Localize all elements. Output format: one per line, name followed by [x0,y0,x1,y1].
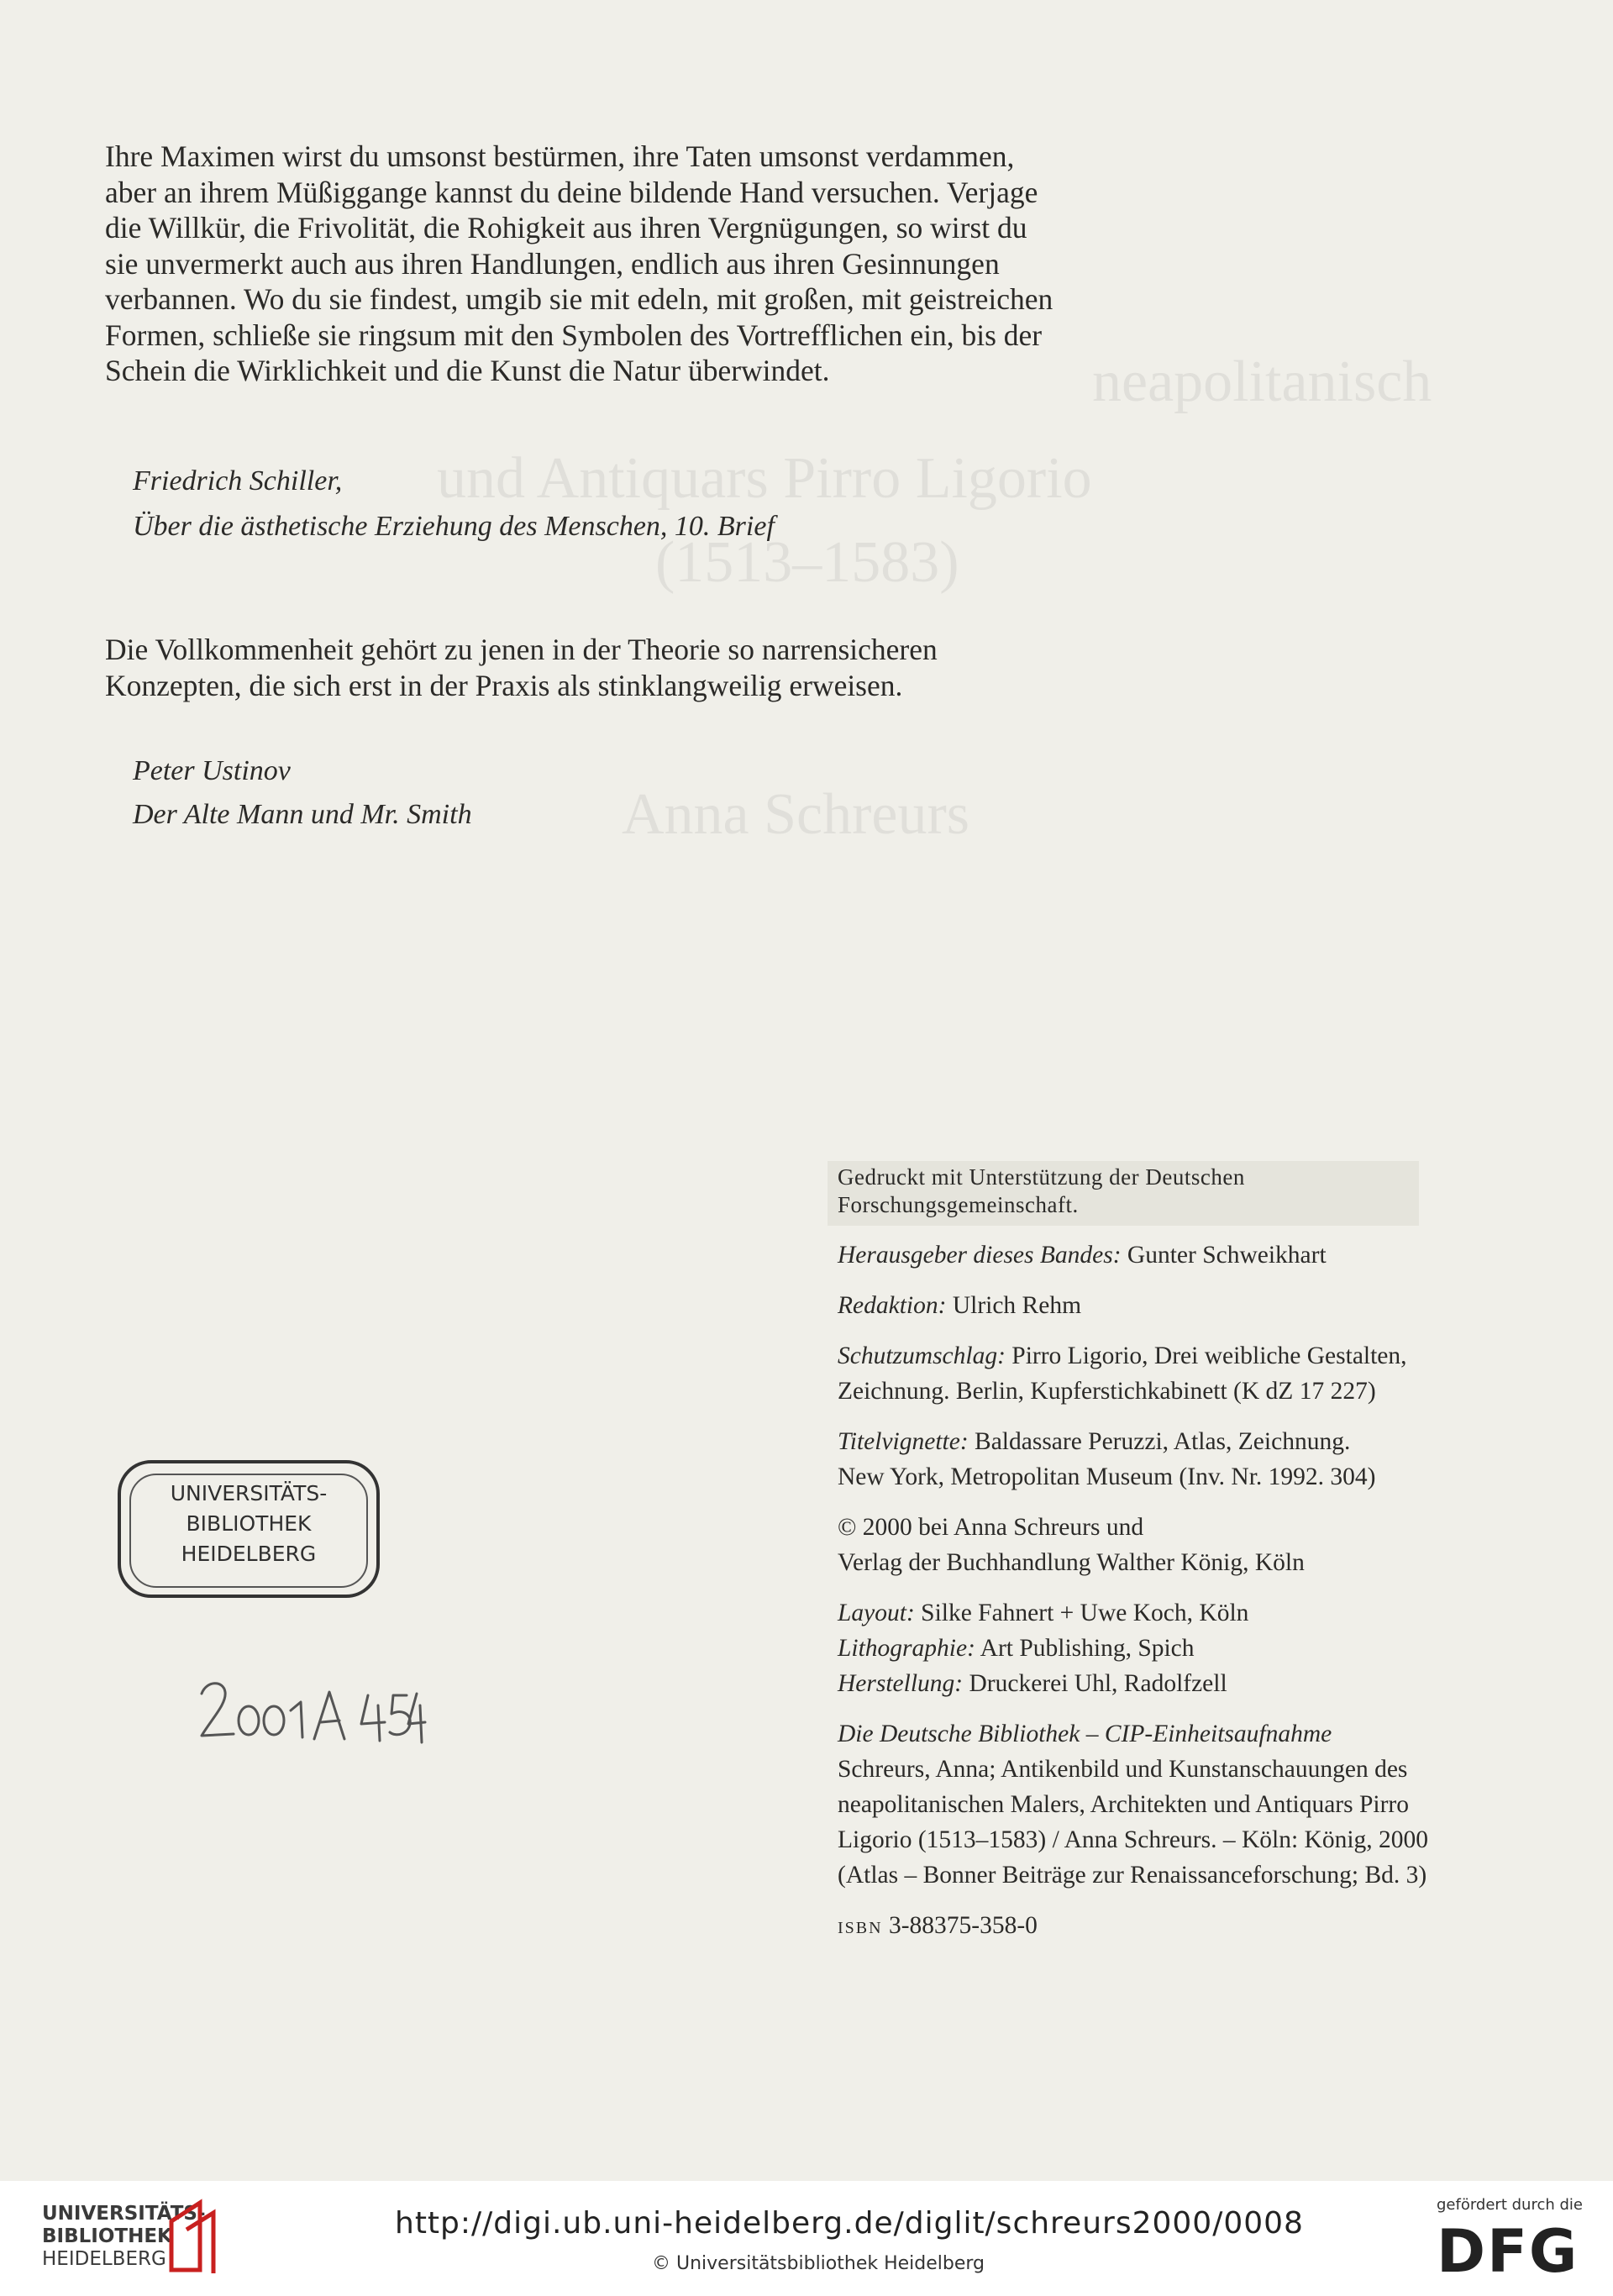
digitization-footer [0,2181,1613,2296]
layout-value: Silke Fahnert + Uwe Koch, Köln [921,1600,1249,1626]
logo-line: HEIDELBERG [42,2248,166,2270]
quote-line: Ihre Maximen wirst du umsonst bestürmen, ihre Taten umsonst verdammen, [105,139,1015,173]
permalink-url[interactable]: http://digi.ub.uni-heidelberg.de/diglit/schreurs2000/0008 [395,2206,1304,2241]
editor-value: Gunter Schweikhart [1127,1242,1327,1269]
copyright-line-2: Verlag der Buchhandlung Walther König, Köln [838,1549,1305,1576]
production-value: Druckerei Uhl, Radolfzell [969,1670,1227,1697]
bleed-through-text: Anna Schreurs [622,782,970,847]
support-notice [828,1161,1419,1226]
dfg-label: gefördert durch die [1437,2196,1583,2214]
bleed-through-text: neapolitanisch [1092,349,1432,414]
cip-heading [838,1716,1510,1752]
ub-logo-mark-icon [161,2196,225,2277]
quote-line: Die Vollkommenheit gehört zu jenen in der Theorie so narrensicheren [105,633,938,666]
editor-label: Herausgeber dieses Bandes: [838,1242,1122,1269]
quote-line: Konzepten, die sich erst in der Praxis als stinklangweilig erweisen. [105,669,903,702]
layout-line [838,1595,1510,1631]
isbn-value: 3-88375-358-0 [888,1912,1038,1939]
vignette-value: Baldassare Peruzzi, Atlas, Zeichnung. [975,1428,1351,1455]
cover-line [838,1338,1510,1374]
logo-line: UNIVERSITÄTS- [42,2203,206,2225]
cover-label: Schutzumschlag: [838,1342,1006,1369]
schiller-source: Über die ästhetische Erziehung des Menschen, 10. Brief [133,511,775,542]
cip-line: Schreurs, Anna; Antikenbild und Kunstanschauungen des [838,1756,1408,1783]
cip-line: (Atlas – Bonner Beiträge zur Renaissanceforschung; Bd. 3) [838,1862,1427,1889]
quote-line: Formen, schließe sie ringsum mit den Symbolen des Vortrefflichen ein, bis der [105,318,1043,352]
vignette-label: Titelvignette: [838,1428,969,1455]
cover-value: Pirro Ligorio, Drei weibliche Gestalten, [1011,1342,1407,1369]
support-line: Forschungsgemeinschaft. [838,1192,1079,1217]
redaktion-line [838,1288,1510,1323]
handwritten-shelfmark [195,1670,430,1763]
schiller-author: Friedrich Schiller, [133,465,343,497]
production-line [838,1666,1510,1701]
quote-line: Schein die Wirklichkeit und die Kunst die Natur überwindet. [105,354,830,387]
quote-line: sie unvermerkt auch aus ihren Handlungen, endlich aus ihren Gesinnungen [105,246,1000,281]
quote-line: aber an ihrem Müßiggange kannst du deine bildende Hand versuchen. Verjage [105,175,1038,209]
stamp-line: BIBLIOTHEK [186,1511,312,1536]
redaktion-value: Ulrich Rehm [952,1292,1082,1319]
ustinov-author: Peter Ustinov [133,755,291,786]
editor-line [838,1237,1510,1273]
cip-heading-text: Die Deutsche Bibliothek – CIP-Einheitsaufnahme [838,1721,1332,1747]
logo-line: BIBLIOTHEK [42,2225,172,2247]
cover-line-2: Zeichnung. Berlin, Kupferstichkabinett (K dZ 17 227) [838,1378,1376,1405]
cip-line: Ligorio (1513–1583) / Anna Schreurs. – Köln: König, 2000 [838,1826,1429,1853]
redaktion-label: Redaktion: [838,1292,947,1319]
vignette-line-2: New York, Metropolitan Museum (Inv. Nr. 1992. 304) [838,1463,1376,1490]
vignette-line [838,1424,1510,1459]
imprint-block [838,1161,1510,1946]
library-stamp [118,1460,380,1598]
quote-line: die Willkür, die Frivolität, die Rohigkeit aus ihren Vergnügungen, so wirst du [105,211,1027,244]
layout-label: Layout: [838,1600,915,1626]
isbn-line [838,1908,1510,1946]
bleed-through-text: (1513–1583) [655,530,959,595]
schiller-quote [105,139,1197,389]
support-line: Gedruckt mit Unterstützung der Deutschen [838,1164,1245,1190]
production-label: Herstellung: [838,1670,964,1697]
litho-line [838,1631,1510,1666]
bleed-through-text: und Antiquars Pirro Ligorio [437,446,1092,511]
footer-copyright: © Universitätsbibliothek Heidelberg [652,2253,985,2274]
copyright-line: © 2000 bei Anna Schreurs und [838,1514,1144,1541]
isbn-label: ISBN [838,1919,883,1937]
cip-line: neapolitanischen Malers, Architekten und Antiquars Pirro [838,1791,1409,1818]
stamp-line: HEIDELBERG [181,1542,317,1566]
litho-value: Art Publishing, Spich [980,1635,1195,1662]
ustinov-source: Der Alte Mann und Mr. Smith [133,799,472,830]
litho-label: Lithographie: [838,1635,975,1662]
dfg-logo: DFG [1437,2217,1579,2286]
quote-line: verbannen. Wo du sie findest, umgib sie mit edeln, mit großen, mit geistreichen [105,282,1053,316]
stamp-line: UNIVERSITÄTS- [170,1481,328,1505]
ustinov-quote [105,632,938,704]
